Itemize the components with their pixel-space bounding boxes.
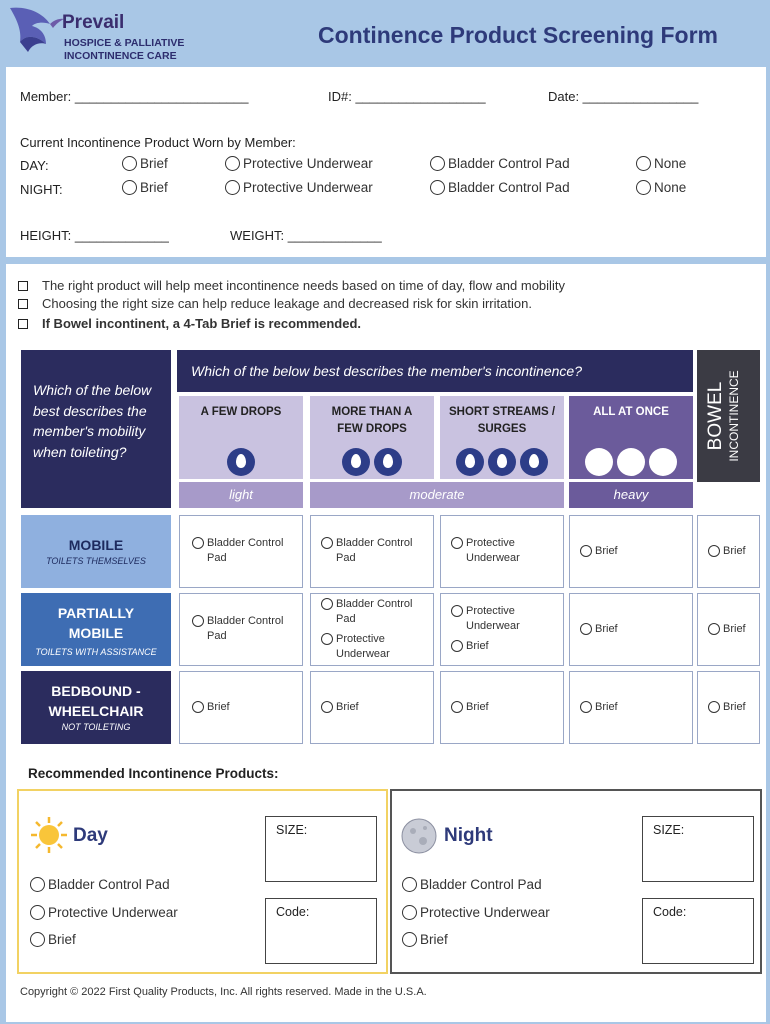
day-size-field[interactable]: SIZE:: [265, 816, 377, 882]
copyright-footer: Copyright © 2022 First Quality Products, Inc. All rights reserved. Made in the U.S.A.: [20, 986, 427, 998]
sun-icon: [29, 815, 69, 855]
day-label: DAY:: [20, 158, 49, 173]
guidance-item: If Bowel incontinent, a 4-Tab Brief is recommended.: [18, 316, 361, 331]
bowel-title: BOWEL: [705, 381, 726, 451]
column-label: A FEW DROPS: [200, 406, 282, 418]
option-brief[interactable]: Brief: [451, 700, 563, 715]
mobility-question: Which of the below best describes the member's mobility when toileting?: [21, 350, 171, 508]
incontinence-question: Which of the below best describes the member's incontinence?: [177, 350, 693, 392]
radio-button[interactable]: [580, 701, 592, 713]
day-reco-brief[interactable]: Brief: [30, 932, 76, 947]
radio-button[interactable]: [122, 180, 137, 195]
column-label: SHORT STREAMS / SURGES: [448, 406, 556, 435]
screening-panel: [6, 264, 766, 1022]
id-field[interactable]: ID#: __________________: [328, 89, 486, 104]
radio-button[interactable]: [30, 932, 45, 947]
day-recommendation-box: [17, 789, 388, 974]
brand-logo: [6, 2, 236, 64]
option-bladder-control-pad[interactable]: Bladder Control Pad: [321, 536, 429, 566]
matrix-cell: [697, 593, 760, 666]
option-brief[interactable]: Brief: [708, 622, 759, 637]
radio-button[interactable]: [321, 537, 333, 549]
checkbox-icon: [18, 281, 28, 291]
weight-field[interactable]: WEIGHT: _____________: [230, 228, 382, 243]
radio-button[interactable]: [708, 545, 720, 557]
night-protective-underwear-option[interactable]: Protective Underwear: [225, 180, 373, 195]
row-subtitle: TOILETS WITH ASSISTANCE: [35, 647, 157, 657]
row-title: BEDBOUND - WHEELCHAIR: [48, 683, 144, 719]
column-label: ALL AT ONCE: [593, 406, 669, 418]
recommended-heading: Recommended Incontinence Products:: [28, 766, 279, 781]
night-label: NIGHT:: [20, 182, 63, 197]
day-brief-option[interactable]: Brief: [122, 156, 168, 171]
matrix-cell: [310, 593, 434, 666]
option-brief[interactable]: Brief: [321, 700, 433, 715]
column-all-at-once: [569, 396, 693, 479]
night-none-option[interactable]: None: [636, 180, 686, 195]
option-bladder-control-pad[interactable]: Bladder Control Pad: [192, 536, 300, 566]
bowel-subtitle: INCONTINENCE: [727, 370, 741, 462]
day-protective-underwear-option[interactable]: Protective Underwear: [225, 156, 373, 171]
matrix-cell: [440, 671, 564, 744]
radio-button[interactable]: [30, 905, 45, 920]
bowel-incontinence-header: [697, 350, 760, 482]
drop-icon: [374, 448, 402, 476]
brand-sub-line1: HOSPICE & PALLIATIVE: [64, 37, 185, 49]
radio-button[interactable]: [636, 156, 651, 171]
column-more-than-few-drops: [310, 396, 434, 479]
radio-button[interactable]: [430, 156, 445, 171]
row-bedbound: [21, 671, 171, 744]
day-none-option[interactable]: None: [636, 156, 686, 171]
member-field[interactable]: Member: ________________________: [20, 89, 249, 104]
matrix-cell: [440, 515, 564, 588]
option-brief[interactable]: Brief: [192, 700, 302, 715]
matrix-cell: [697, 515, 760, 588]
night-title: Night: [444, 825, 493, 846]
matrix-cell: [179, 671, 303, 744]
option-brief[interactable]: Brief: [708, 544, 759, 559]
option-bladder-control-pad[interactable]: Bladder Control Pad: [321, 597, 429, 627]
brand-sub-line2: INCONTINENCE CARE: [64, 50, 177, 62]
drop-icon: [520, 448, 548, 476]
column-label: MORE THAN A FEW DROPS: [331, 406, 413, 435]
radio-button[interactable]: [321, 633, 333, 645]
moon-icon: [400, 817, 438, 855]
matrix-cell: [440, 593, 564, 666]
night-bladder-pad-option[interactable]: Bladder Control Pad: [430, 180, 570, 195]
form-title: Continence Product Screening Form: [318, 22, 718, 48]
drop-icon: [227, 448, 255, 476]
guidance-item: The right product will help meet incontinence needs based on time of day, flow and mobility: [18, 278, 565, 293]
option-brief[interactable]: Brief: [708, 700, 759, 715]
drop-icon: [488, 448, 516, 476]
radio-button[interactable]: [321, 701, 333, 713]
matrix-cell: [310, 515, 434, 588]
matrix-cell: [569, 593, 693, 666]
radio-button[interactable]: [451, 701, 463, 713]
row-subtitle: NOT TOILETING: [61, 722, 131, 732]
option-brief[interactable]: Brief: [580, 700, 692, 715]
matrix-cell: [569, 671, 693, 744]
radio-button[interactable]: [451, 640, 463, 652]
night-size-field[interactable]: SIZE:: [642, 816, 754, 882]
night-reco-protective-underwear[interactable]: Protective Underwear: [402, 905, 550, 920]
radio-button[interactable]: [708, 701, 720, 713]
row-partially-mobile: [21, 593, 171, 666]
level-moderate: moderate: [310, 482, 564, 508]
matrix-cell: [569, 515, 693, 588]
night-code-field[interactable]: Code:: [642, 898, 754, 964]
day-reco-bladder-pad[interactable]: Bladder Control Pad: [30, 877, 170, 892]
drop-icon: [456, 448, 484, 476]
row-title: PARTIALLY MOBILE: [57, 605, 135, 641]
option-protective-underwear[interactable]: Protective Underwear: [451, 536, 541, 566]
radio-button[interactable]: [225, 180, 240, 195]
drop-icon: [649, 448, 677, 476]
matrix-cell: [179, 593, 303, 666]
row-mobile: [21, 515, 171, 588]
radio-button[interactable]: [402, 932, 417, 947]
radio-button[interactable]: [192, 701, 204, 713]
matrix-cell: [179, 515, 303, 588]
option-brief[interactable]: Brief: [580, 622, 692, 637]
matrix-cell: [310, 671, 434, 744]
column-few-drops: [179, 396, 303, 479]
radio-button[interactable]: [192, 615, 204, 627]
brand-subtitle: [64, 37, 184, 63]
checkbox-icon: [18, 299, 28, 309]
member-info-panel: [6, 67, 766, 257]
radio-button[interactable]: [636, 180, 651, 195]
level-heavy: heavy: [569, 482, 693, 508]
radio-button[interactable]: [430, 180, 445, 195]
radio-button[interactable]: [225, 156, 240, 171]
option-protective-underwear[interactable]: Protective Underwear: [451, 604, 541, 634]
radio-button[interactable]: [321, 598, 333, 610]
date-field[interactable]: Date: ________________: [548, 89, 699, 104]
hummingbird-logo-icon: [6, 2, 66, 58]
level-light: light: [179, 482, 303, 508]
drop-icon: [617, 448, 645, 476]
height-field[interactable]: HEIGHT: _____________: [20, 228, 169, 243]
radio-button[interactable]: [192, 537, 204, 549]
matrix-cell: [697, 671, 760, 744]
checkbox-icon: [18, 319, 28, 329]
radio-button[interactable]: [451, 537, 463, 549]
option-brief[interactable]: Brief: [580, 544, 692, 559]
day-bladder-pad-option[interactable]: Bladder Control Pad: [430, 156, 570, 171]
row-subtitle: TOILETS THEMSELVES: [46, 556, 146, 566]
day-reco-protective-underwear[interactable]: Protective Underwear: [30, 905, 178, 920]
night-reco-brief[interactable]: Brief: [402, 932, 448, 947]
radio-button[interactable]: [580, 545, 592, 557]
drop-icon: [342, 448, 370, 476]
night-reco-bladder-pad[interactable]: Bladder Control Pad: [402, 877, 542, 892]
brand-name: Prevail: [62, 12, 125, 33]
row-title: MOBILE: [68, 537, 124, 553]
column-short-streams: [440, 396, 564, 479]
radio-button[interactable]: [402, 877, 417, 892]
radio-button[interactable]: [30, 877, 45, 892]
drop-icon: [585, 448, 613, 476]
guidance-item: Choosing the right size can help reduce leakage and decreased risk for skin irritation.: [18, 296, 532, 311]
radio-button[interactable]: [580, 623, 592, 635]
night-brief-option[interactable]: Brief: [122, 180, 168, 195]
radio-button[interactable]: [451, 605, 463, 617]
radio-button[interactable]: [708, 623, 720, 635]
option-brief[interactable]: Brief: [451, 639, 563, 654]
day-code-field[interactable]: Code:: [265, 898, 377, 964]
radio-button[interactable]: [122, 156, 137, 171]
day-title: Day: [73, 825, 108, 846]
current-product-label: Current Incontinence Product Worn by Member:: [20, 135, 296, 150]
night-recommendation-box: [390, 789, 762, 974]
option-protective-underwear[interactable]: Protective Underwear: [321, 632, 429, 662]
option-bladder-control-pad[interactable]: Bladder Control Pad: [192, 614, 300, 644]
radio-button[interactable]: [402, 905, 417, 920]
